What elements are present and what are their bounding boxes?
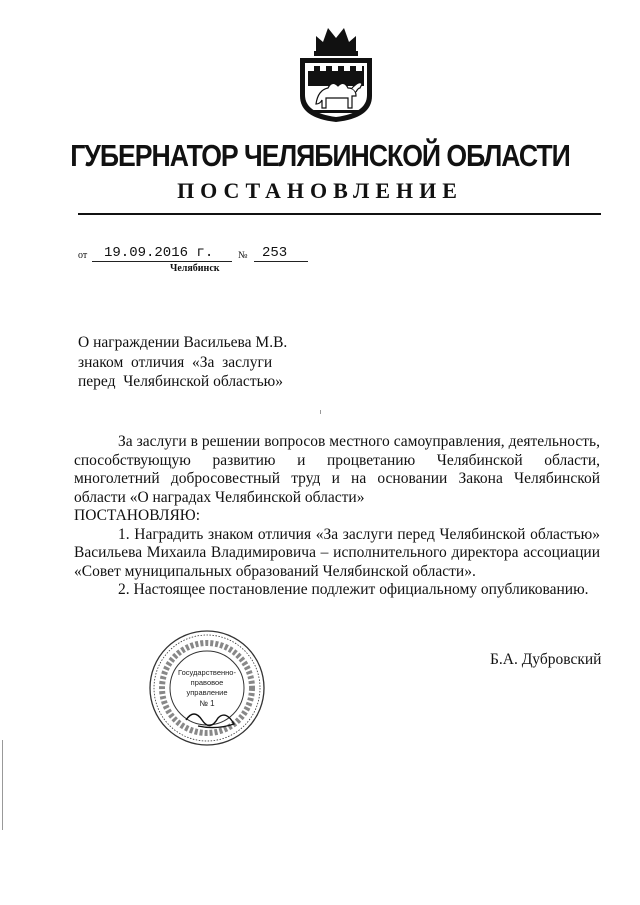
coat-of-arms-emblem	[290, 22, 382, 124]
document-number: 253	[262, 245, 288, 261]
document-date: 19.09.2016 г.	[104, 245, 214, 261]
decree-item-2: 2. Настоящее постановление подлежит официальному опубликованию.	[118, 581, 589, 598]
city-label: Челябинск	[170, 263, 220, 274]
number-prefix: №	[238, 250, 248, 261]
date-underline	[92, 261, 232, 262]
governor-title: ГУБЕРНАТОР ЧЕЛЯБИНСКОЙ ОБЛАСТИ	[70, 138, 570, 173]
number-underline	[254, 261, 308, 262]
subject-line: перед Челябинской областью»	[78, 373, 283, 390]
date-prefix: от	[78, 250, 88, 261]
official-round-stamp	[146, 628, 268, 748]
stamp-text-line: Государственно-	[178, 668, 236, 677]
subject-line: знаком отличия «За заслуги	[78, 353, 273, 371]
decree-item-1: 1. Наградить знаком отличия «За заслуги перед Челябинской областью» Васильева Михаила Владимировича – исполнительного директора ассоциации «Совет муниципальных образований Челябинской области».	[74, 525, 600, 580]
subject-line: О награждении Васильева М.В.	[78, 334, 288, 351]
preamble-paragraph: За заслуги в решении вопросов местного самоуправления, деятельность, способствующую развитию и процветанию Челябинской области, многолетний добросовестный труд и на основании Закона Челябинской области «О наградах Челябинской области»	[74, 433, 600, 506]
stamp-text-line: № 1	[199, 699, 215, 708]
decree-body	[74, 433, 600, 600]
subject-block	[78, 333, 287, 392]
date-number-line	[78, 244, 318, 264]
signer-name: Б.А. Дубровский	[490, 651, 602, 668]
document-type-heading: ПОСТАНОВЛЕНИЕ	[177, 178, 463, 203]
decree-word: ПОСТАНОВЛЯЮ:	[74, 507, 201, 524]
stamp-text-line: управление	[186, 688, 228, 697]
stamp-text-line: правовое	[190, 678, 224, 687]
header-divider	[78, 213, 601, 215]
